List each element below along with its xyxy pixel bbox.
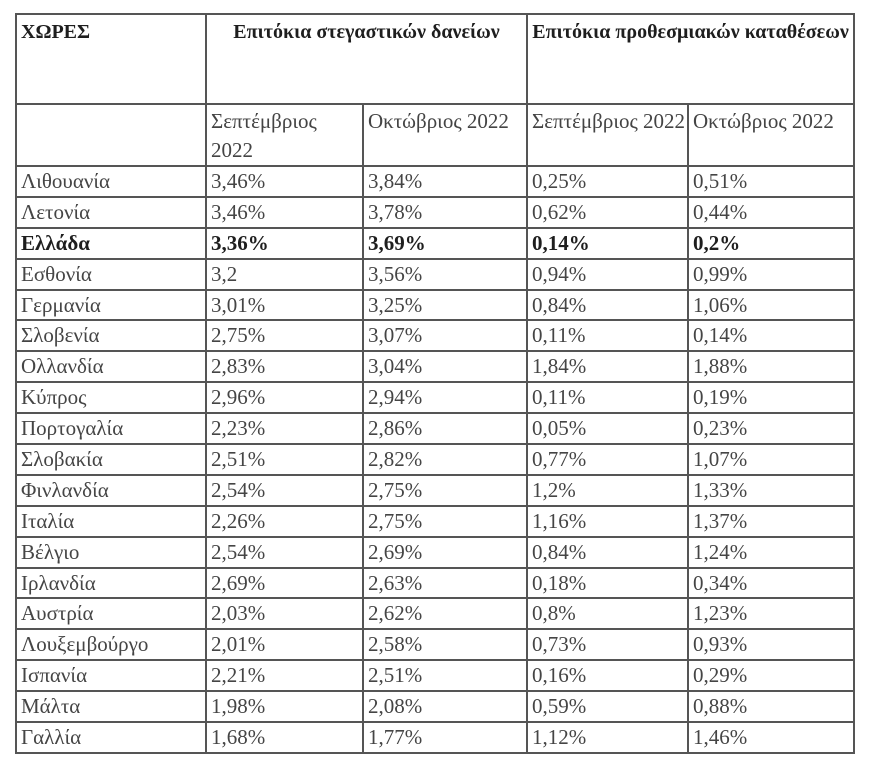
country-cell: Ιρλανδία: [16, 568, 206, 599]
mortgage-sep-cell: 2,69%: [206, 568, 363, 599]
deposit-oct-cell: 1,46%: [688, 722, 854, 753]
table-row: [16, 660, 854, 691]
mortgage-oct-cell: 3,84%: [363, 166, 527, 197]
country-cell: Σλοβενία: [16, 320, 206, 351]
mortgage-oct-cell: 2,75%: [363, 506, 527, 537]
mortgage-oct-header: Οκτώβριος 2022: [363, 104, 527, 166]
mortgage-sep-cell: 1,98%: [206, 691, 363, 722]
country-cell: Μάλτα: [16, 691, 206, 722]
country-cell: Ελλάδα: [16, 228, 206, 259]
country-cell: Σλοβακία: [16, 444, 206, 475]
deposit-sep-cell: 1,2%: [527, 475, 688, 506]
deposit-oct-cell: 0,44%: [688, 197, 854, 228]
table-row: [16, 691, 854, 722]
interest-rates-table: [15, 13, 855, 754]
deposit-sep-cell: 0,84%: [527, 290, 688, 321]
mortgage-oct-cell: 2,63%: [363, 568, 527, 599]
deposit-sep-cell: 0,11%: [527, 382, 688, 413]
mortgage-sep-header: Σεπτέμβριος 2022: [206, 104, 363, 166]
countries-header: ΧΩΡΕΣ: [16, 14, 206, 104]
mortgage-oct-cell: 3,07%: [363, 320, 527, 351]
mortgage-sep-cell: 2,51%: [206, 444, 363, 475]
country-cell: Εσθονία: [16, 259, 206, 290]
mortgage-sep-cell: 2,01%: [206, 629, 363, 660]
deposit-oct-cell: 1,24%: [688, 537, 854, 568]
mortgage-sep-cell: 3,2: [206, 259, 363, 290]
country-cell: Φινλανδία: [16, 475, 206, 506]
deposit-sep-cell: 0,77%: [527, 444, 688, 475]
mortgage-oct-cell: 3,69%: [363, 228, 527, 259]
deposit-sep-cell: 0,14%: [527, 228, 688, 259]
mortgage-sep-cell: 3,46%: [206, 197, 363, 228]
mortgage-oct-cell: 2,08%: [363, 691, 527, 722]
deposit-oct-cell: 0,19%: [688, 382, 854, 413]
mortgage-oct-cell: 1,77%: [363, 722, 527, 753]
mortgage-sep-cell: 3,01%: [206, 290, 363, 321]
mortgage-rates-header: Επιτόκια στεγαστικών δανείων: [206, 14, 527, 104]
table-row: [16, 598, 854, 629]
mortgage-sep-cell: 3,36%: [206, 228, 363, 259]
deposit-oct-cell: 0,99%: [688, 259, 854, 290]
country-cell: Λιθουανία: [16, 166, 206, 197]
table-row: [16, 722, 854, 753]
deposit-oct-cell: 1,07%: [688, 444, 854, 475]
empty-subheader-cell: [16, 104, 206, 166]
country-cell: Ιταλία: [16, 506, 206, 537]
deposit-sep-cell: 0,11%: [527, 320, 688, 351]
country-cell: Πορτογαλία: [16, 413, 206, 444]
deposit-oct-cell: 0,88%: [688, 691, 854, 722]
mortgage-oct-cell: 2,82%: [363, 444, 527, 475]
deposit-oct-cell: 0,2%: [688, 228, 854, 259]
table-row: [16, 537, 854, 568]
mortgage-sep-cell: 2,75%: [206, 320, 363, 351]
mortgage-oct-cell: 2,94%: [363, 382, 527, 413]
mortgage-oct-cell: 2,51%: [363, 660, 527, 691]
deposit-oct-cell: 1,88%: [688, 351, 854, 382]
mortgage-sep-cell: 2,96%: [206, 382, 363, 413]
deposit-oct-cell: 1,23%: [688, 598, 854, 629]
table-row: [16, 475, 854, 506]
table-row: [16, 259, 854, 290]
deposit-sep-cell: 0,59%: [527, 691, 688, 722]
deposit-rates-header: Επιτόκια προθεσμιακών καταθέσεων: [527, 14, 854, 104]
deposit-oct-cell: 1,37%: [688, 506, 854, 537]
mortgage-sep-cell: 1,68%: [206, 722, 363, 753]
table-row: [16, 568, 854, 599]
table-row: [16, 197, 854, 228]
mortgage-oct-cell: 3,25%: [363, 290, 527, 321]
table-body: [16, 166, 854, 753]
mortgage-oct-cell: 2,58%: [363, 629, 527, 660]
deposit-sep-cell: 0,16%: [527, 660, 688, 691]
table-row: [16, 320, 854, 351]
table-row: [16, 228, 854, 259]
deposit-oct-cell: 0,23%: [688, 413, 854, 444]
mortgage-oct-cell: 2,69%: [363, 537, 527, 568]
deposit-sep-cell: 0,84%: [527, 537, 688, 568]
subheader-row: [16, 104, 854, 166]
deposit-sep-cell: 0,18%: [527, 568, 688, 599]
country-cell: Γαλλία: [16, 722, 206, 753]
country-cell: Βέλγιο: [16, 537, 206, 568]
table-row: [16, 351, 854, 382]
mortgage-sep-cell: 3,46%: [206, 166, 363, 197]
table-row: [16, 413, 854, 444]
deposit-oct-cell: 0,14%: [688, 320, 854, 351]
deposit-sep-cell: 1,84%: [527, 351, 688, 382]
deposit-sep-header: Σεπτέμβριος 2022: [527, 104, 688, 166]
mortgage-oct-cell: 3,04%: [363, 351, 527, 382]
mortgage-oct-cell: 3,78%: [363, 197, 527, 228]
mortgage-sep-cell: 2,23%: [206, 413, 363, 444]
deposit-oct-header: Οκτώβριος 2022: [688, 104, 854, 166]
mortgage-sep-cell: 2,03%: [206, 598, 363, 629]
country-cell: Ισπανία: [16, 660, 206, 691]
deposit-sep-cell: 1,12%: [527, 722, 688, 753]
mortgage-sep-cell: 2,21%: [206, 660, 363, 691]
table-row: [16, 382, 854, 413]
table-row: [16, 166, 854, 197]
mortgage-sep-cell: 2,83%: [206, 351, 363, 382]
deposit-sep-cell: 0,73%: [527, 629, 688, 660]
country-cell: Κύπρος: [16, 382, 206, 413]
table-row: [16, 629, 854, 660]
mortgage-sep-cell: 2,54%: [206, 475, 363, 506]
table-row: [16, 506, 854, 537]
deposit-oct-cell: 0,93%: [688, 629, 854, 660]
table-row: [16, 290, 854, 321]
deposit-oct-cell: 1,06%: [688, 290, 854, 321]
deposit-sep-cell: 0,05%: [527, 413, 688, 444]
deposit-sep-cell: 1,16%: [527, 506, 688, 537]
header-row: [16, 14, 854, 104]
country-cell: Λουξεμβούργο: [16, 629, 206, 660]
country-cell: Γερμανία: [16, 290, 206, 321]
country-cell: Λετονία: [16, 197, 206, 228]
mortgage-oct-cell: 2,62%: [363, 598, 527, 629]
mortgage-sep-cell: 2,26%: [206, 506, 363, 537]
deposit-sep-cell: 0,8%: [527, 598, 688, 629]
mortgage-sep-cell: 2,54%: [206, 537, 363, 568]
deposit-oct-cell: 1,33%: [688, 475, 854, 506]
mortgage-oct-cell: 2,75%: [363, 475, 527, 506]
mortgage-oct-cell: 3,56%: [363, 259, 527, 290]
deposit-oct-cell: 0,51%: [688, 166, 854, 197]
mortgage-oct-cell: 2,86%: [363, 413, 527, 444]
country-cell: Ολλανδία: [16, 351, 206, 382]
deposit-oct-cell: 0,34%: [688, 568, 854, 599]
table-row: [16, 444, 854, 475]
deposit-oct-cell: 0,29%: [688, 660, 854, 691]
deposit-sep-cell: 0,94%: [527, 259, 688, 290]
country-cell: Αυστρία: [16, 598, 206, 629]
deposit-sep-cell: 0,62%: [527, 197, 688, 228]
deposit-sep-cell: 0,25%: [527, 166, 688, 197]
